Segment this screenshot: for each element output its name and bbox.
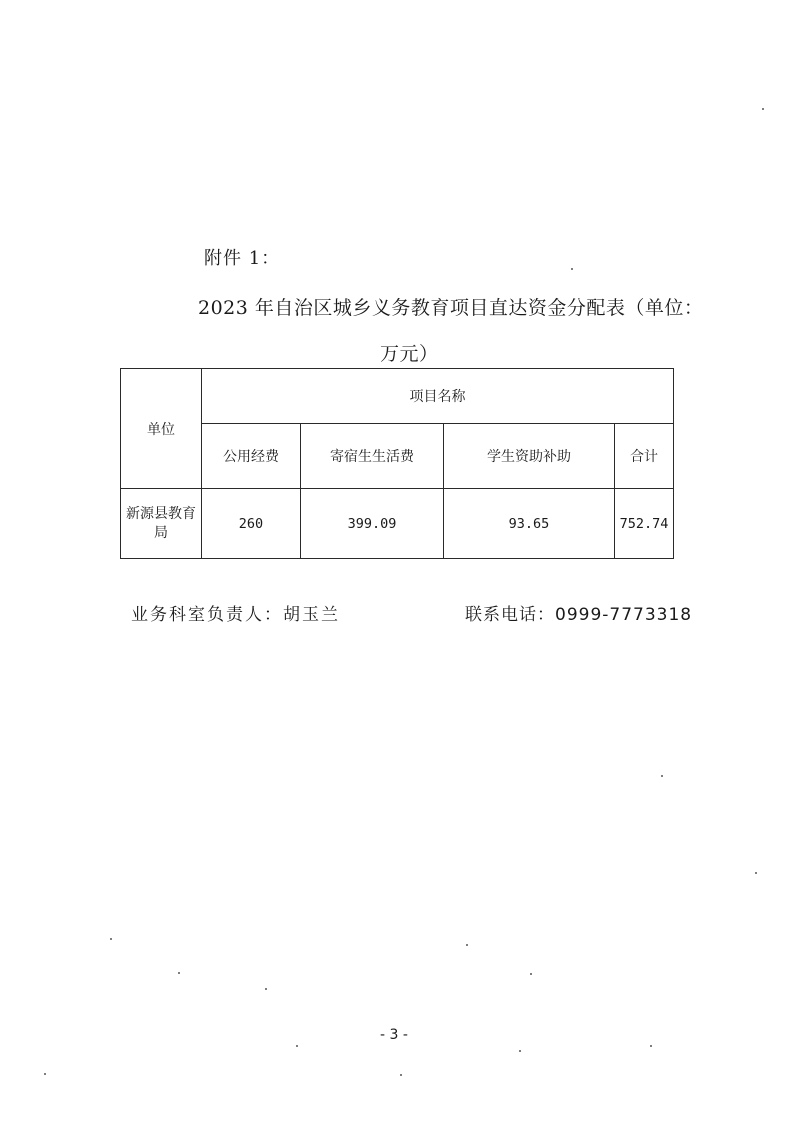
column-header-student-aid: 学生资助补助 (444, 424, 615, 489)
document-title-continuation: 万元） (380, 343, 439, 365)
responsible-person: 业务科室负责人：胡玉兰 (131, 605, 340, 625)
table-row (121, 489, 674, 559)
scan-speck (400, 1074, 402, 1076)
unit-header: 单位 (121, 369, 202, 489)
scan-speck (762, 108, 764, 110)
attachment-label: 附件 1： (204, 248, 281, 269)
column-header-total: 合计 (615, 424, 674, 489)
document-title: 2023 年自治区城乡义务教育项目直达资金分配表（单位： (198, 297, 704, 319)
column-header-boarding-living-costs: 寄宿生生活费 (301, 424, 444, 489)
scan-speck (110, 938, 112, 940)
total-cell: 752.74 (615, 489, 674, 559)
public-funds-cell: 260 (202, 489, 301, 559)
scan-speck (466, 944, 468, 946)
scan-speck (44, 1073, 46, 1075)
contact-phone: 联系电话：0999-7773318 (465, 605, 693, 625)
scan-speck (755, 872, 757, 874)
scan-speck (661, 775, 663, 777)
column-header-public-funds: 公用经费 (202, 424, 301, 489)
scan-speck (650, 1045, 652, 1047)
project-name-header: 项目名称 (202, 369, 674, 424)
allocation-table (120, 368, 674, 559)
unit-cell: 新源县教育局 (121, 489, 202, 559)
scan-speck (178, 972, 180, 974)
scan-speck (530, 973, 532, 975)
student-aid-cell: 93.65 (444, 489, 615, 559)
page-number: - 3 - (380, 1027, 408, 1043)
scan-speck (571, 268, 573, 270)
scan-speck (265, 988, 267, 990)
scan-speck (519, 1050, 521, 1052)
boarding-living-costs-cell: 399.09 (301, 489, 444, 559)
scan-speck (296, 1045, 298, 1047)
